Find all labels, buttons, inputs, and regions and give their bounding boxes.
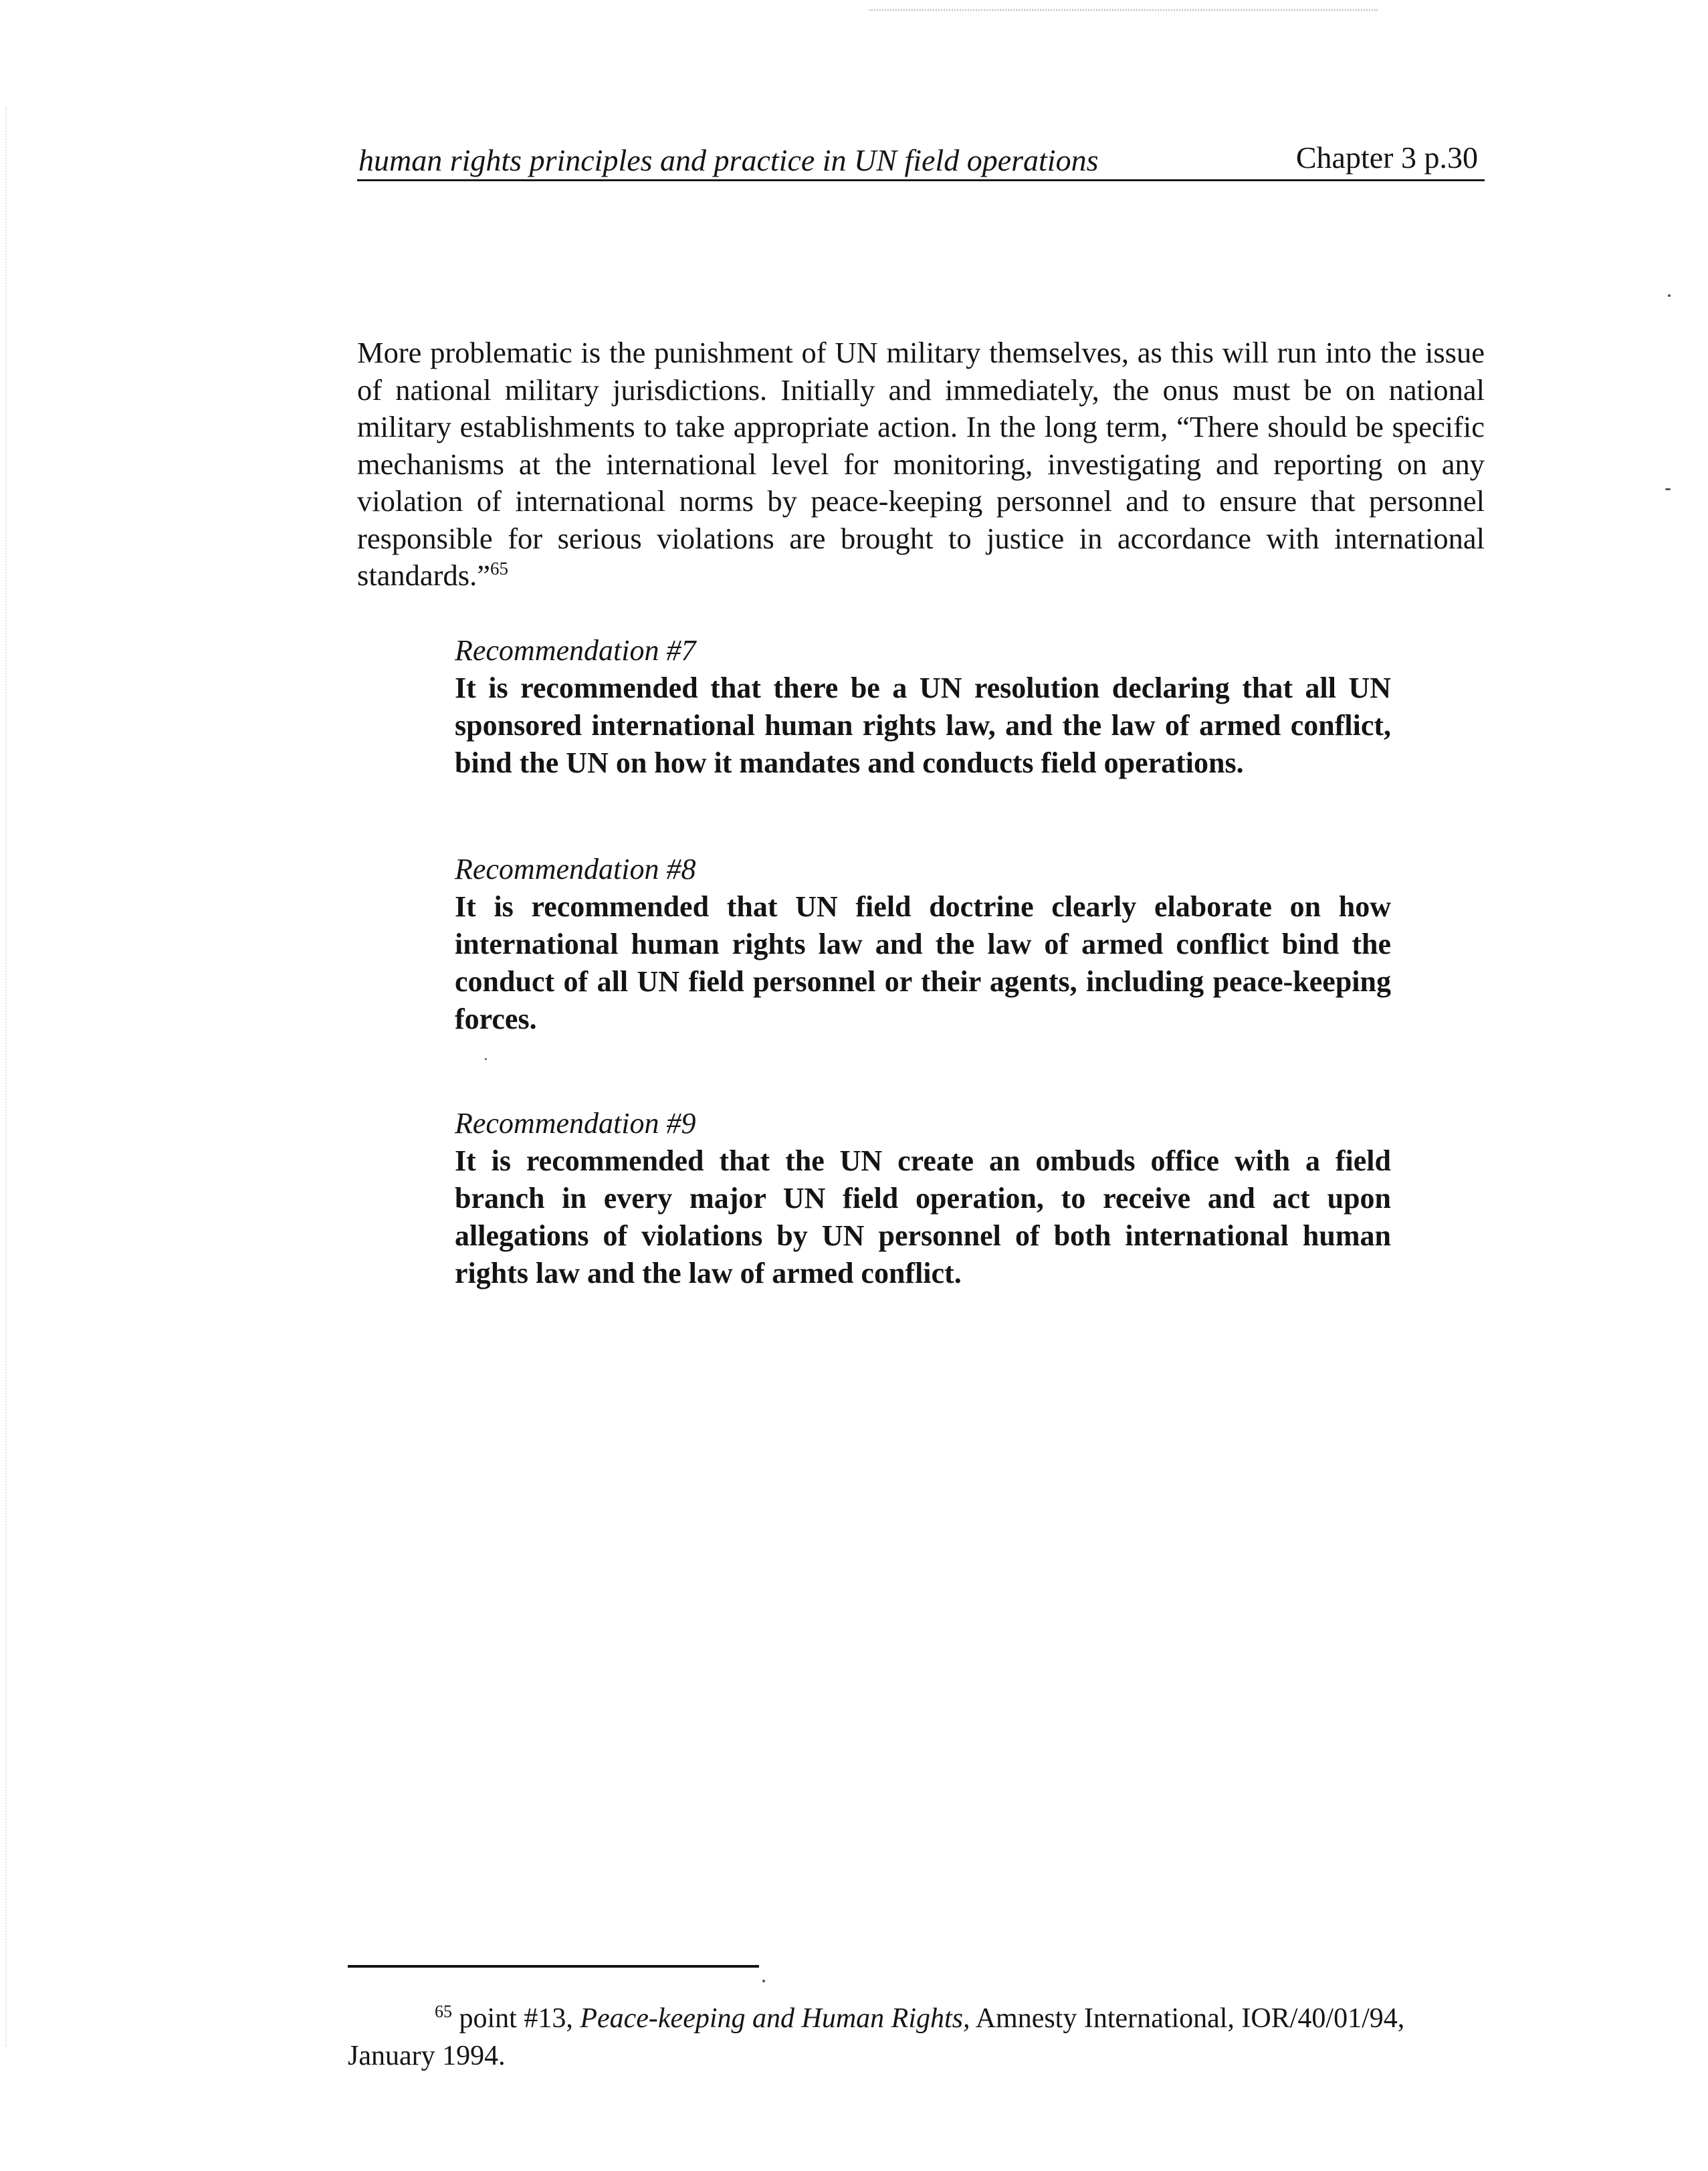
scan-speck — [1668, 294, 1671, 297]
body-paragraph — [357, 334, 1485, 595]
running-header — [357, 138, 1485, 181]
scan-speck — [762, 1980, 765, 1982]
document-title: human rights principles and practice in UN field operations — [358, 143, 1099, 177]
recommendation-title: Recommendation #8 — [455, 853, 696, 886]
recommendation-8 — [455, 851, 1391, 1038]
footnote-cited-title: Peace-keeping and Human Rights, — [580, 2003, 970, 2034]
recommendation-title: Recommendation #7 — [455, 634, 696, 667]
recommendation-text: It is recommended that there be a UN resolution declaring that all UN sponsored international human rights law, and the law of armed conflict, bind the UN on how it mandates and conducts field operations. — [455, 671, 1391, 779]
body-paragraph-text: More problematic is the punishment of UN military themselves, as this will run into the issue of national military jurisdictions. Initially and immediately, the onus must be on national military establishments to take appropriate action. In the long term, “There should be specific mechanisms at the international level for monitoring, investigating and reporting on any violation of international norms by peace-keeping personnel and to ensure that personnel responsible for serious violations are brought to justice in accordance with international standards.” — [357, 336, 1485, 592]
footnote-mark: 65 — [435, 2002, 452, 2021]
recommendation-9 — [455, 1105, 1391, 1292]
recommendation-text: It is recommended that UN field doctrine clearly elaborate on how international human rights law and the law of armed conflict bind the conduct of all UN field personnel or their agents, including peace-keeping forces. — [455, 890, 1391, 1035]
scan-speck — [485, 1058, 487, 1060]
chapter-page-reference: Chapter 3 p.30 — [1295, 140, 1478, 175]
recommendation-7 — [455, 632, 1391, 782]
recommendation-text: It is recommended that the UN create an ombuds office with a field branch in every major UN field operation, to receive and act upon allegations of violations by UN personnel of both international human rights law and the law of armed conflict. — [455, 1144, 1391, 1289]
footnote-text-before: point #13, — [452, 2003, 580, 2034]
footnote-separator — [348, 1965, 759, 1968]
scan-left-edge — [5, 107, 7, 2047]
footnote-text-after: Amnesty International, IOR/40/01/94, January 1994. — [348, 2003, 1405, 2071]
footnote — [348, 2000, 1498, 2075]
recommendation-title: Recommendation #9 — [455, 1107, 696, 1140]
scan-speck — [1665, 488, 1671, 490]
footnote-reference: 65 — [490, 558, 508, 579]
scan-edge-mark — [869, 9, 1378, 11]
